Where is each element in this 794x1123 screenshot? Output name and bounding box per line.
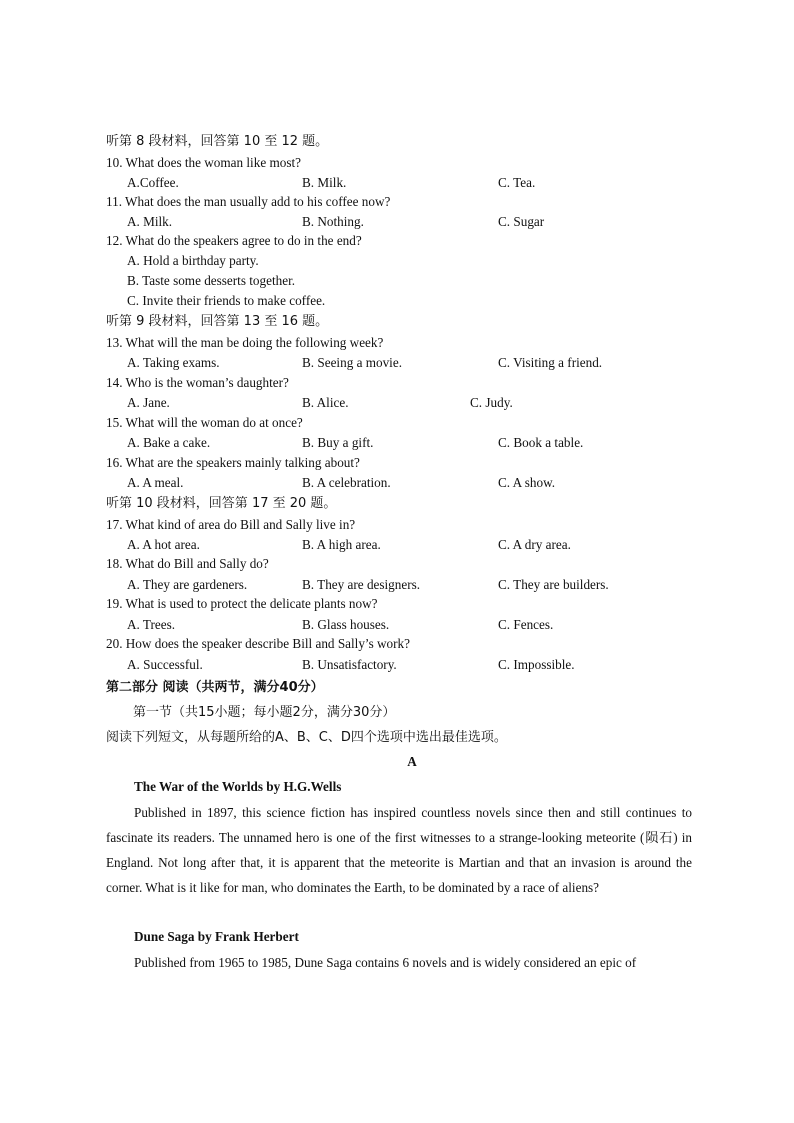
q13-option-c: C. Visiting a friend. [498, 355, 603, 370]
q17-option-b: B. A high area. [302, 537, 381, 552]
question-16: 16. What are the speakers mainly talking about? [106, 455, 360, 470]
q15-option-b: B. Buy a gift. [302, 435, 374, 450]
q12-option-c: C. Invite their friends to make coffee. [127, 293, 326, 308]
question-14: 14. Who is the woman’s daughter? [106, 375, 289, 390]
q17-option-c: C. A dry area. [498, 537, 571, 552]
q18-option-c: C. They are builders. [498, 577, 609, 592]
q15-option-a: A. Bake a cake. [127, 435, 211, 450]
q19-option-a: A. Trees. [127, 617, 175, 632]
q14-option-c: C. Judy. [470, 395, 513, 410]
question-19: 19. What is used to protect the delicate plants now? [106, 596, 378, 611]
question-18: 18. What do Bill and Sally do? [106, 556, 269, 571]
passage-letter: A [407, 754, 417, 769]
q20-option-b: B. Unsatisfactory. [302, 657, 397, 672]
part2-instructions: 阅读下列短文，从每题所给的A、B、C、D四个选项中选出最佳选项。 [106, 730, 507, 745]
q18-option-a: A. They are gardeners. [127, 577, 248, 592]
question-17: 17. What kind of area do Bill and Sally live in? [106, 517, 356, 532]
question-10: 10. What does the woman like most? [106, 155, 301, 170]
section-heading-9: 听第 9 段材料，回答第 13 至 16 题。 [106, 314, 329, 329]
part2-title: 第二部分 阅读（共两节，满分40分） [106, 680, 324, 695]
q19-option-b: B. Glass houses. [302, 617, 390, 632]
q13-option-b: B. Seeing a movie. [302, 355, 402, 370]
q16-option-c: C. A show. [498, 475, 556, 490]
q20-option-c: C. Impossible. [498, 657, 575, 672]
q20-option-a: A. Successful. [127, 657, 203, 672]
question-11: 11. What does the man usually add to his coffee now? [106, 194, 391, 209]
q17-option-a: A. A hot area. [127, 537, 200, 552]
book1-title: The War of the Worlds by H.G.Wells [134, 779, 342, 794]
q12-option-a: A. Hold a birthday party. [127, 253, 259, 268]
q19-option-c: C. Fences. [498, 617, 554, 632]
q15-option-c: C. Book a table. [498, 435, 584, 450]
question-20: 20. How does the speaker describe Bill and Sally’s work? [106, 636, 410, 651]
question-12: 12. What do the speakers agree to do in the end? [106, 233, 362, 248]
book2-title: Dune Saga by Frank Herbert [134, 929, 299, 944]
q10-option-a: A.Coffee. [127, 175, 179, 190]
q18-option-b: B. They are designers. [302, 577, 421, 592]
book1-text: Published in 1897, this science fiction has inspired countless novels since then and still continues to fascinate its readers. The unnamed hero is one of the first witnesses to a strange-looking meteorite (陨石) in England. Not long after that, it is apparent that the meteorite is Martian and that an invasion is around the corner. What is it like for man, who dominates the Earth, to be dominated by a race of aliens? [106, 805, 692, 895]
book2-text: Published from 1965 to 1985, Dune Saga contains 6 novels and is widely considered an epic of [134, 955, 637, 970]
q12-option-b: B. Taste some desserts together. [127, 273, 296, 288]
question-15: 15. What will the woman do at once? [106, 415, 303, 430]
q11-option-b: B. Nothing. [302, 214, 364, 229]
section-heading-10: 听第 10 段材料，回答第 17 至 20 题。 [106, 496, 337, 511]
q13-option-a: A. Taking exams. [127, 355, 220, 370]
q14-option-b: B. Alice. [302, 395, 349, 410]
q11-option-c: C. Sugar [498, 214, 545, 229]
q11-option-a: A. Milk. [127, 214, 173, 229]
question-13: 13. What will the man be doing the following week? [106, 335, 384, 350]
q14-option-a: A. Jane. [127, 395, 170, 410]
q10-option-c: C. Tea. [498, 175, 536, 190]
part2-subtitle: 第一节（共15小题；每小题2分，满分30分） [133, 705, 396, 720]
q16-option-b: B. A celebration. [302, 475, 391, 490]
section-heading-8: 听第 8 段材料，回答第 10 至 12 题。 [106, 134, 329, 149]
q10-option-b: B. Milk. [302, 175, 347, 190]
q16-option-a: A. A meal. [127, 475, 184, 490]
